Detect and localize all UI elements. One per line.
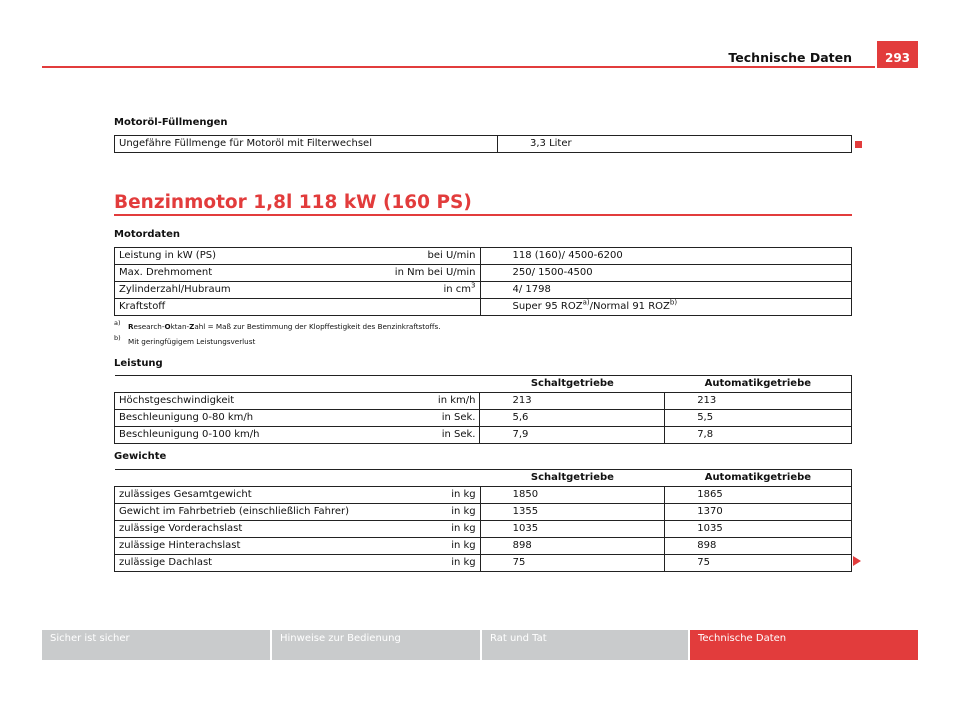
cell-value: 1355 — [480, 504, 665, 521]
fuel-value-b: /Normal 91 ROZ — [589, 301, 670, 312]
cell-value — [480, 299, 852, 316]
table-row — [115, 521, 852, 538]
footnote-a — [114, 319, 441, 331]
cell-value: 1035 — [665, 521, 852, 538]
leistung-label: Leistung — [114, 358, 163, 369]
cell-label: Höchstgeschwindigkeit — [115, 393, 365, 410]
cell-unit: in kg — [364, 487, 480, 504]
unit-superscript: 3 — [471, 281, 476, 290]
cell-unit: in Sek. — [364, 410, 480, 427]
column-header: Automatikgetriebe — [665, 470, 852, 487]
oil-table — [114, 135, 852, 153]
footnote-text: ahl = Maß zur Bestimmung der Klopffestigkeit des Benzinkraftstoffs. — [194, 322, 441, 331]
footer-tab-rat-und-tat[interactable]: Rat und Tat — [482, 630, 688, 660]
cell-unit: in Sek. — [364, 427, 480, 444]
section-title-rule — [114, 214, 852, 216]
footnote-letter: R — [128, 322, 134, 331]
motordaten-table — [114, 247, 852, 316]
cell-unit: in kg — [364, 538, 480, 555]
cell-value: 5,6 — [480, 410, 665, 427]
cell-value: 213 — [480, 393, 665, 410]
cell-value: 75 — [665, 555, 852, 572]
cell-label: Beschleunigung 0-100 km/h — [115, 427, 365, 444]
table-row — [115, 538, 852, 555]
gewichte-label: Gewichte — [114, 451, 167, 462]
running-header-title: Technische Daten — [728, 50, 852, 65]
continue-arrow-icon — [853, 556, 861, 566]
cell-unit: in kg — [364, 504, 480, 521]
footnote-letter: O — [164, 322, 171, 331]
cell-label: Zylinderzahl/Hubraum — [115, 282, 365, 299]
cell-unit: bei U/min — [364, 248, 480, 265]
cell-value: 118 (160)/ 4500-6200 — [480, 248, 852, 265]
cell-label: Kraftstoff — [115, 299, 365, 316]
table-row — [115, 265, 852, 282]
gewichte-table — [114, 469, 852, 572]
column-header: Schaltgetriebe — [480, 470, 665, 487]
footer-nav — [42, 630, 918, 660]
cell-value: 5,5 — [665, 410, 852, 427]
footnote-text: Mit geringfügigem Leistungsverlust — [128, 337, 256, 346]
unit-text: in cm — [443, 284, 472, 295]
table-row — [115, 248, 852, 265]
footnote-text: esearch- — [133, 322, 165, 331]
header-blank — [115, 376, 480, 393]
leistung-table — [114, 375, 852, 444]
cell-unit: in kg — [364, 521, 480, 538]
cell-value: 898 — [480, 538, 665, 555]
cell-value: 7,9 — [480, 427, 665, 444]
cell-value: 250/ 1500-4500 — [480, 265, 852, 282]
cell-label: zulässiges Gesamtgewicht — [115, 487, 365, 504]
cell-value: 898 — [665, 538, 852, 555]
cell-label: zulässige Hinterachslast — [115, 538, 365, 555]
cell-value: 4/ 1798 — [480, 282, 852, 299]
footnote-b — [114, 334, 256, 346]
cell-label: Gewicht im Fahrbetrieb (einschließlich Fahrer) — [115, 504, 365, 521]
header-blank — [115, 470, 481, 487]
oil-row-value: 3,3 Liter — [498, 136, 852, 153]
cell-unit — [364, 282, 480, 299]
table-row — [115, 427, 852, 444]
table-row — [115, 393, 852, 410]
cell-label: Max. Drehmoment — [115, 265, 365, 282]
cell-value: 1865 — [665, 487, 852, 504]
header-rule — [42, 66, 875, 68]
table-row — [115, 487, 852, 504]
cell-unit: in km/h — [364, 393, 480, 410]
table-header-row — [115, 376, 852, 393]
footnote-letter: Z — [189, 322, 195, 331]
footnote-ref-b: b) — [669, 298, 678, 307]
table-row — [115, 282, 852, 299]
footer-tab-technische-daten[interactable]: Technische Daten — [690, 630, 918, 660]
table-row — [115, 504, 852, 521]
column-header: Schaltgetriebe — [480, 376, 665, 393]
cell-value: 213 — [665, 393, 852, 410]
footnote-ref-a: a) — [582, 298, 590, 307]
footnote-mark: a) — [114, 319, 121, 327]
page-number-badge: 293 — [877, 41, 918, 68]
oil-section-label: Motoröl-Füllmengen — [114, 117, 228, 128]
fuel-value-a: Super 95 ROZ — [512, 301, 583, 312]
section-title: Benzinmotor 1,8l 118 kW (160 PS) — [114, 192, 472, 213]
cell-unit: in Nm bei U/min — [364, 265, 480, 282]
table-row — [115, 136, 852, 153]
cell-unit: in kg — [364, 555, 480, 572]
cell-unit — [364, 299, 480, 316]
cell-value: 1035 — [480, 521, 665, 538]
cell-value: 7,8 — [665, 427, 852, 444]
cell-label: zulässige Vorderachslast — [115, 521, 365, 538]
end-marker-icon — [855, 141, 862, 148]
cell-value: 75 — [480, 555, 665, 572]
footer-tab-hinweise[interactable]: Hinweise zur Bedienung — [272, 630, 480, 660]
table-header-row — [115, 470, 852, 487]
table-row — [115, 299, 852, 316]
cell-value: 1370 — [665, 504, 852, 521]
column-header: Automatikgetriebe — [665, 376, 852, 393]
footnote-text: ktan- — [170, 322, 190, 331]
cell-label: Beschleunigung 0-80 km/h — [115, 410, 365, 427]
footer-tab-sicher[interactable]: Sicher ist sicher — [42, 630, 270, 660]
motordaten-label: Motordaten — [114, 229, 180, 240]
footnote-mark: b) — [114, 334, 121, 342]
cell-label: Leistung in kW (PS) — [115, 248, 365, 265]
cell-value: 1850 — [480, 487, 665, 504]
oil-row-label: Ungefähre Füllmenge für Motoröl mit Filterwechsel — [115, 136, 498, 153]
table-row — [115, 555, 852, 572]
table-row — [115, 410, 852, 427]
cell-label: zulässige Dachlast — [115, 555, 365, 572]
